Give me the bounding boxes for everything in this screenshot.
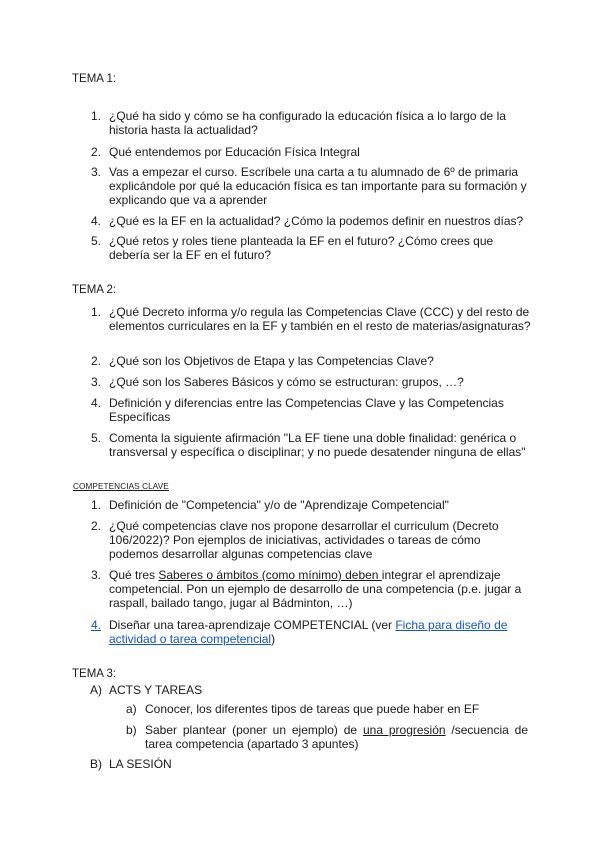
underlined-text: una progresión [362,723,446,737]
item-number: A) [90,683,102,697]
item-number: 5. [91,234,102,248]
item-text [109,568,533,610]
item-number: 2. [91,145,102,159]
item-number: 4. [91,396,102,410]
item-text: ¿Qué ha sido y cómo se ha configurado la educación física a lo largo de la historia hasta la actualidad? [109,109,506,137]
item-text: Definición de "Competencia" y/o de "Aprendizaje Competencial" [109,498,449,512]
item-number: B) [90,757,102,771]
item-number: 2. [91,519,102,533]
item-text [145,723,528,751]
item-text-post: ) [271,632,276,646]
item-text [109,618,533,646]
item-number: 4. [91,214,102,228]
item-number: 3. [91,375,102,389]
item-number: 3. [91,165,102,179]
tema-3-title: TEMA 3: [72,668,117,680]
item-text: Vas a empezar el curso. Escríbele una carta a tu alumnado de 6º de primaria explicándole por qué la educación física es tan importante para su formación y explicando que va a aprender [109,165,527,207]
item-number: 3. [91,568,102,582]
tema-2-title: TEMA 2: [72,284,117,296]
item-text: Definición y diferencias entre las Competencias Clave y las Competencias Específicas [109,396,504,424]
item-number: b) [126,723,137,737]
item-text-post: /secuencia de tarea competencia (apartado 3 apuntes) [145,723,529,751]
item-text: ¿Qué competencias clave nos propone desarrollar el curriculum (Decreto 106/2022)? Pon ejemplos de iniciativas, actividades o tareas de cómo podemos desarrollar algunas competencias clave [109,519,499,561]
item-number: a) [126,702,137,716]
item-text-pre: Qué tres [109,568,159,582]
item-number: 5. [91,431,102,445]
item-number: 2. [91,354,102,368]
item-text: ¿Qué retos y roles tiene planteada la EF en el futuro? ¿Cómo crees que debería ser la EF en el futuro? [109,234,494,262]
item-text: ¿Qué es la EF en la actualidad? ¿Cómo la podemos definir en nuestros días? [109,214,524,228]
item-number: 4. [91,618,102,632]
item-number: 1. [91,109,102,123]
ficha-link[interactable]: Ficha para diseño de actividad o tarea competencial [109,618,508,646]
item-text-pre: Saber plantear (poner un ejemplo) de [145,723,363,737]
item-text: LA SESIÓN [109,757,172,771]
item-text-pre: Diseñar una tarea-aprendizaje COMPETENCIAL (ver [109,618,396,632]
item-text: ¿Qué son los Objetivos de Etapa y las Competencias Clave? [109,354,434,368]
item-text: ¿Qué Decreto informa y/o regula las Competencias Clave (CCC) y del resto de elementos curriculares en la EF y también en el resto de materias/asignaturas? [109,305,531,333]
item-text: Qué entendemos por Educación Física Integral [109,145,360,159]
tema-1-title: TEMA 1: [72,73,117,85]
item-text: Conocer, los diferentes tipos de tareas que puede haber en EF [145,702,480,716]
item-text-post: integrar el aprendizaje competencial. Pon un ejemplo de desarrollo de una competencia (p.e. jugar a raspall, bailado tango, jugar al Bádminton, …) [109,568,522,610]
competencias-clave-heading: COMPETENCIAS CLAVE [73,482,169,491]
underlined-text: Saberes o ámbitos (como mínimo) deben [158,568,382,582]
item-text: ACTS Y TAREAS [109,683,203,697]
item-number: 1. [91,498,102,512]
item-text: Comenta la siguiente afirmación "La EF tiene una doble finalidad: genérica o transversal y específica o disciplinar; y no puede desatender ninguna de ellas" [109,431,526,459]
item-text: ¿Qué son los Saberes Básicos y cómo se estructuran: grupos, …? [109,375,464,389]
item-number: 1. [91,305,102,319]
